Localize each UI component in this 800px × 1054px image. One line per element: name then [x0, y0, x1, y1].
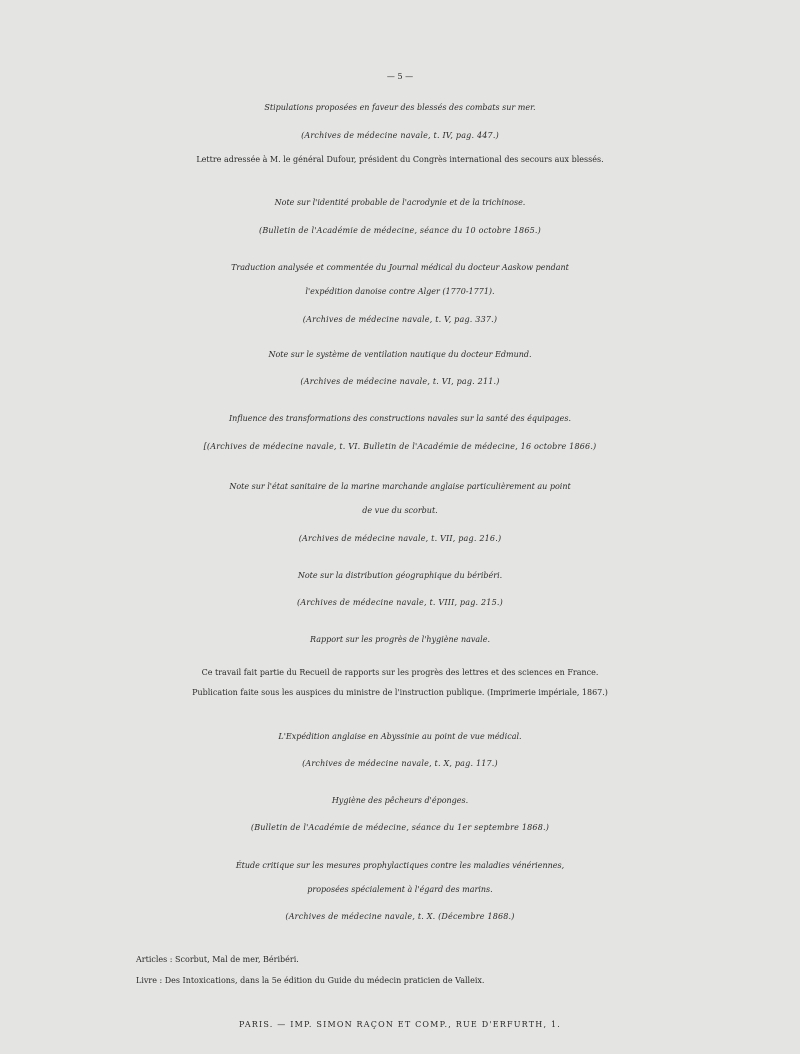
entry-source: (Archives de médecine navale, t. IV, pag. 447.) [301, 131, 499, 140]
entry-title-continued: proposées spécialement à l'égard des marins. [307, 885, 493, 894]
articles-line: Articles : Scorbut, Mal de mer, Béribéri. [136, 955, 299, 964]
entry-source: (Archives de médecine navale, t. X. (Décembre 1868.) [285, 912, 515, 921]
entry-title: Stipulations proposées en faveur des blessés des combats sur mer. [264, 103, 536, 112]
page-number: — 5 — [386, 72, 414, 81]
entry-title: Étude critique sur les mesures prophylactiques contre les maladies vénériennes, [235, 861, 565, 870]
entry-title: Note sur la distribution géographique du béribéri. [297, 571, 503, 580]
entry-title: L'Expédition anglaise en Abyssinie au point de vue médical. [278, 732, 522, 741]
entry-title: Hygiène des pêcheurs d'éponges. [331, 796, 469, 805]
entry-source: (Archives de médecine navale, t. VI, pag. 211.) [300, 377, 500, 386]
entry-source: (Bulletin de l'Académie de médecine, séance du 1er septembre 1868.) [250, 823, 550, 832]
entry-title-continued: de vue du scorbut. [362, 506, 438, 515]
entry-title: Note sur l'état sanitaire de la marine marchande anglaise particulièrement au point [229, 482, 571, 491]
printer-imprint: PARIS. — IMP. SIMON RAÇON ET COMP., RUE D'ERFURTH, 1. [238, 1020, 561, 1029]
entry-source: (Archives de médecine navale, t. VII, pag. 216.) [298, 534, 502, 543]
entry-title: Traduction analysée et commentée du Journal médical du docteur Aaskow pendant [231, 263, 569, 272]
livre-line: Livre : Des Intoxications, dans la 5e édition du Guide du médecin praticien de Valleix. [136, 976, 485, 985]
entry-title: Rapport sur les progrès de l'hygiène navale. [310, 635, 490, 644]
entry-title-continued: l'expédition danoise contre Alger (1770-1771). [305, 287, 495, 296]
entry-note: Lettre adressée à M. le général Dufour, président du Congrès international des secours aux blessés. [196, 155, 604, 164]
entry-note: Ce travail fait partie du Recueil de rapports sur les progrès des lettres et des sciences en France. [201, 668, 599, 677]
entry-source: [(Archives de médecine navale, t. VI. Bulletin de l'Académie de médecine, 16 octobre 1866.) [203, 442, 597, 451]
entry-title: Note sur l'identité probable de l'acrodynie et de la trichinose. [274, 198, 526, 207]
entry-title: Influence des transformations des constructions navales sur la santé des équipages. [228, 414, 572, 423]
entry-title: Note sur le système de ventilation nautique du docteur Edmund. [268, 350, 532, 359]
entry-source: (Archives de médecine navale, t. X, pag. 117.) [302, 759, 498, 768]
entry-note-continued: Publication faite sous les auspices du ministre de l'instruction publique. (Imprimerie impériale, 1867.) [192, 688, 608, 697]
entry-source: (Bulletin de l'Académie de médecine, séance du 10 octobre 1865.) [259, 226, 541, 235]
entry-source: (Archives de médecine navale, t. V, pag. 337.) [302, 315, 498, 324]
entry-source: (Archives de médecine navale, t. VIII, pag. 215.) [297, 598, 503, 607]
